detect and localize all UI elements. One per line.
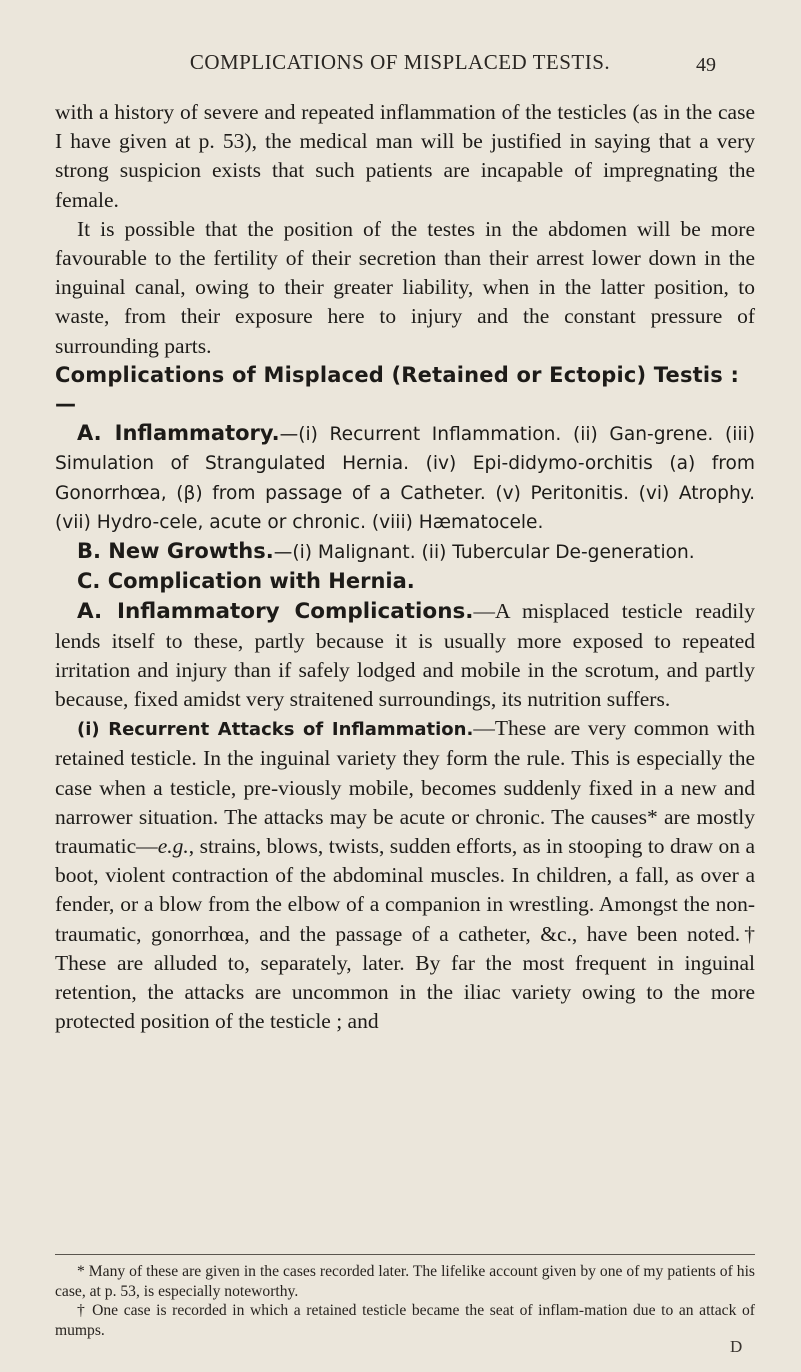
list-item-b-text: —(i) Malignant. (ii) Tubercular De-generation. xyxy=(273,542,695,564)
list-item-c xyxy=(55,567,755,597)
recurrent-attacks-text-2: , strains, blows, twists, sudden efforts, as in stooping to draw on a boot, violent contraction of the abdominal muscles. In children, a fall, as over a fender, or a blow from the elbow of a companion in wrestling. Amongst the non-traumatic, gonorrhœa, and the passage of a catheter, &c., have been noted.† These are alluded to, separately, later. By far the most frequent in inguinal retention, the attacks are uncommon in the iliac variety owing to the more protected position of the testicle ; and xyxy=(55,834,755,1034)
list-item-c-heading: C. Complication with Hernia. xyxy=(77,569,415,594)
footnote-divider xyxy=(55,1254,755,1255)
signature-mark: D xyxy=(730,1337,743,1356)
inflammatory-text: —A misplaced testicle readily lends itself to these, partly because it is usually more exposed to repeated irritation and injury than if safely lodged and mobile in the scrotum, and partly because, fixed amidst very straitened surroundings, its nutrition suffers. xyxy=(55,599,755,712)
section-heading: Complications of Misplaced (Retained or Ectopic) Testis :— xyxy=(55,362,740,417)
paragraph-fertility: It is possible that the position of the testes in the abdomen will be more favourable to the fertility of their secretion than their arrest lower down in the inguinal canal, owing to their greater liability, when in the latter position, to waste, from their exposure here to injury and the constant pressure of surrounding parts. xyxy=(55,216,755,358)
inflammatory-heading: A. Inflammatory Complications. xyxy=(77,599,474,625)
paragraph-continuation: with a history of severe and repeated inflammation of the testicles (as in the case I have given at p. 53), the medical man will be justified in saying that a very strong suspicion exists that such patients are incapable of impregnating the female. xyxy=(55,100,755,212)
paragraph-inflammatory xyxy=(55,597,755,714)
recurrent-attacks-eg: e.g. xyxy=(157,834,189,859)
page-number: 49 xyxy=(696,54,716,76)
footnote-2: † One case is recorded in which a retained testicle became the seat of inflam-mation due to an attack of mumps. xyxy=(55,1302,755,1339)
list-item-b xyxy=(55,537,755,567)
paragraph-recurrent-attacks xyxy=(55,714,755,1036)
list-item-a-heading: A. Inflammatory. xyxy=(77,421,280,446)
main-text xyxy=(55,98,755,1037)
footnotes xyxy=(55,1262,755,1340)
list-item-a-text: —(i) Recurrent Inflammation. (ii) Gan-grene. (iii) Simulation of Strangulated Hernia. (iv) Epi-didymo-orchitis (a) from Gonorrhœa, (β) from passage of a Catheter. (v) Peritonitis. (vi) Atrophy. (vii) Hydro-cele, acute or chronic. (viii) Hæmatocele. xyxy=(55,424,755,533)
list-item-a xyxy=(55,419,755,537)
recurrent-attacks-text-1: —These are very common with retained testicle. In the inguinal variety they form the rule. This is especially the case when a testicle, pre-viously mobile, becomes suddenly fixed in a new and narrower situation. The attacks may be acute or chronic. The causes* are mostly traumatic— xyxy=(55,716,755,859)
list-item-b-heading: B. New Growths. xyxy=(77,539,274,564)
footnote-1: * Many of these are given in the cases recorded later. The lifelike account given by one of my patients of his case, at p. 53, is especially noteworthy. xyxy=(55,1263,755,1300)
recurrent-attacks-heading: (i) Recurrent Attacks of Inflammation. xyxy=(77,719,474,741)
running-title: COMPLICATIONS OF MISPLACED TESTIS. xyxy=(189,50,611,74)
